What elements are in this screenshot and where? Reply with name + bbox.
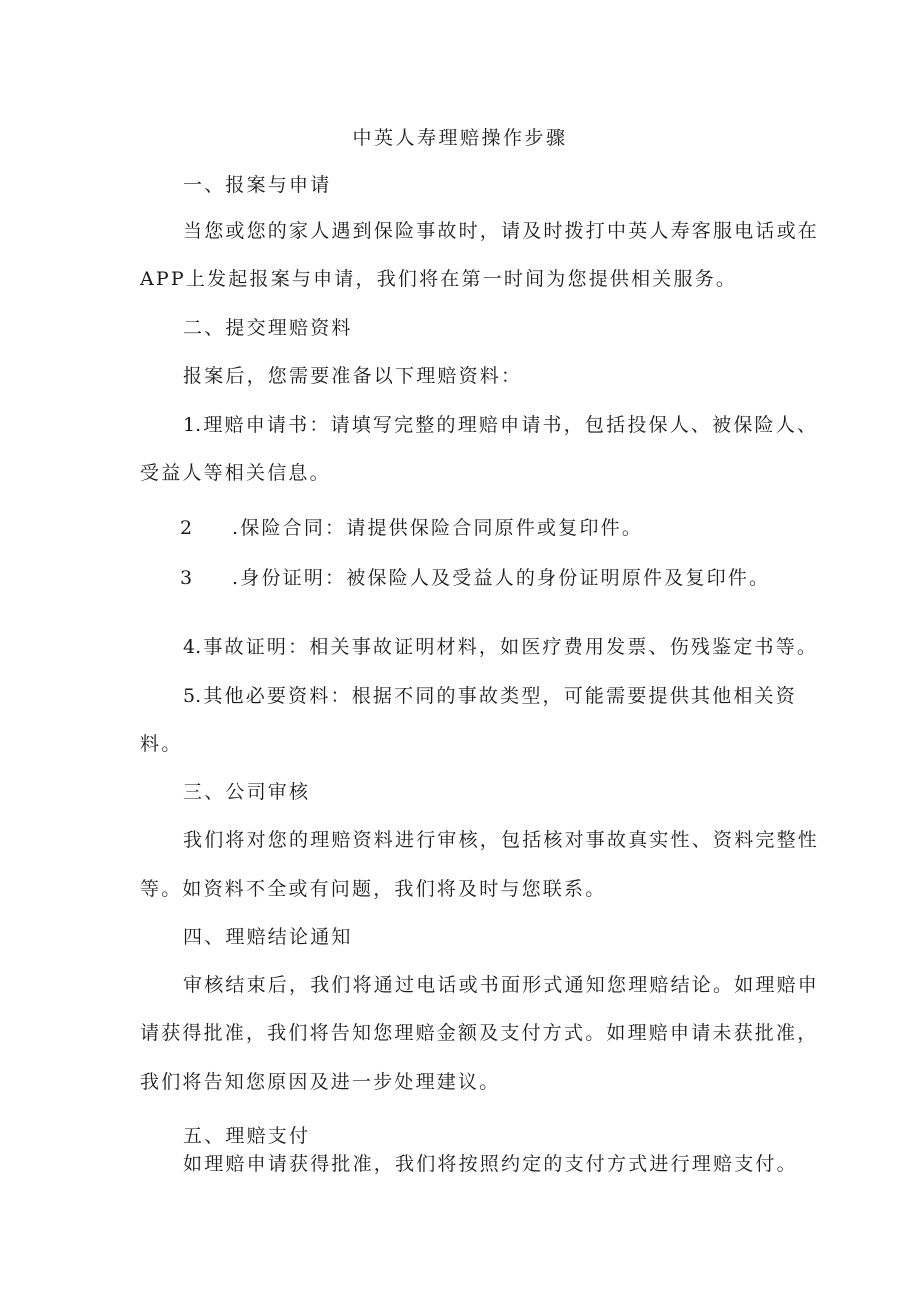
section-2-heading: 二、提交理赔资料 [183,317,353,339]
list-item-1-line-1 [183,413,818,437]
list-item-5-number: 5 [183,685,196,707]
list-item-5-line-2: 料。 [140,733,183,755]
list-item-3-number: 3 [180,567,193,589]
list-item-1-line-2: 受益人等相关信息。 [140,462,331,484]
list-item-5-text: .其他必要资料：根据不同的事故类型，可能需要提供其他相关资 [195,685,797,707]
section-4-heading: 四、理赔结论通知 [183,926,353,948]
list-item-2-number: 2 [180,517,193,539]
list-item-4-number: 4 [183,636,196,658]
list-item-4-text: .事故证明：相关事故证明材料，如医疗费用发票、伤残鉴定书等。 [195,636,819,658]
list-item-3 [180,566,770,590]
list-item-2 [180,516,643,540]
section-2-intro: 报案后，您需要准备以下理赔资料： [183,365,523,387]
section-3-line-1: 我们将对您的理赔资料进行审核，包括核对事故真实性、资料完整性 [183,829,820,851]
section-4-line-1: 审核结束后，我们将通过电话或书面形式通知您理赔结论。如理赔申 [183,974,820,996]
list-item-2-text: .保险合同：请提供保险合同原件或复印件。 [232,517,644,539]
list-item-4 [183,635,818,659]
section-5-heading: 五、理赔支付 [183,1125,311,1147]
list-item-1-number: 1 [183,414,196,436]
section-3-heading: 三、公司审核 [183,781,311,803]
list-item-3-text: .身份证明：被保险人及受益人的身份证明原件及复印件。 [232,567,771,589]
section-5-line-1: 如理赔申请获得批准，我们将按照约定的支付方式进行理赔支付。 [183,1153,798,1175]
section-1-paragraph-line-1: 当您或您的家人遇到保险事故时，请及时拨打中英人寿客服电话或在 [183,220,820,242]
section-1-paragraph-line-2: APP上发起报案与申请，我们将在第一时间为您提供相关服务。 [140,268,738,290]
section-3-line-2: 等。如资料不全或有问题，我们将及时与您联系。 [140,878,607,900]
list-item-1-text: .理赔申请书：请填写完整的理赔申请书，包括投保人、被保险人、 [195,414,819,436]
list-item-5-line-1 [183,684,797,708]
section-4-line-3: 我们将告知您原因及进一步处理建议。 [140,1071,501,1093]
section-1-heading: 一、报案与申请 [183,174,332,196]
section-4-line-2: 请获得批准，我们将告知您理赔金额及支付方式。如理赔申请未获批准， [140,1022,819,1044]
document-title: 中英人寿理赔操作步骤 [352,127,568,149]
